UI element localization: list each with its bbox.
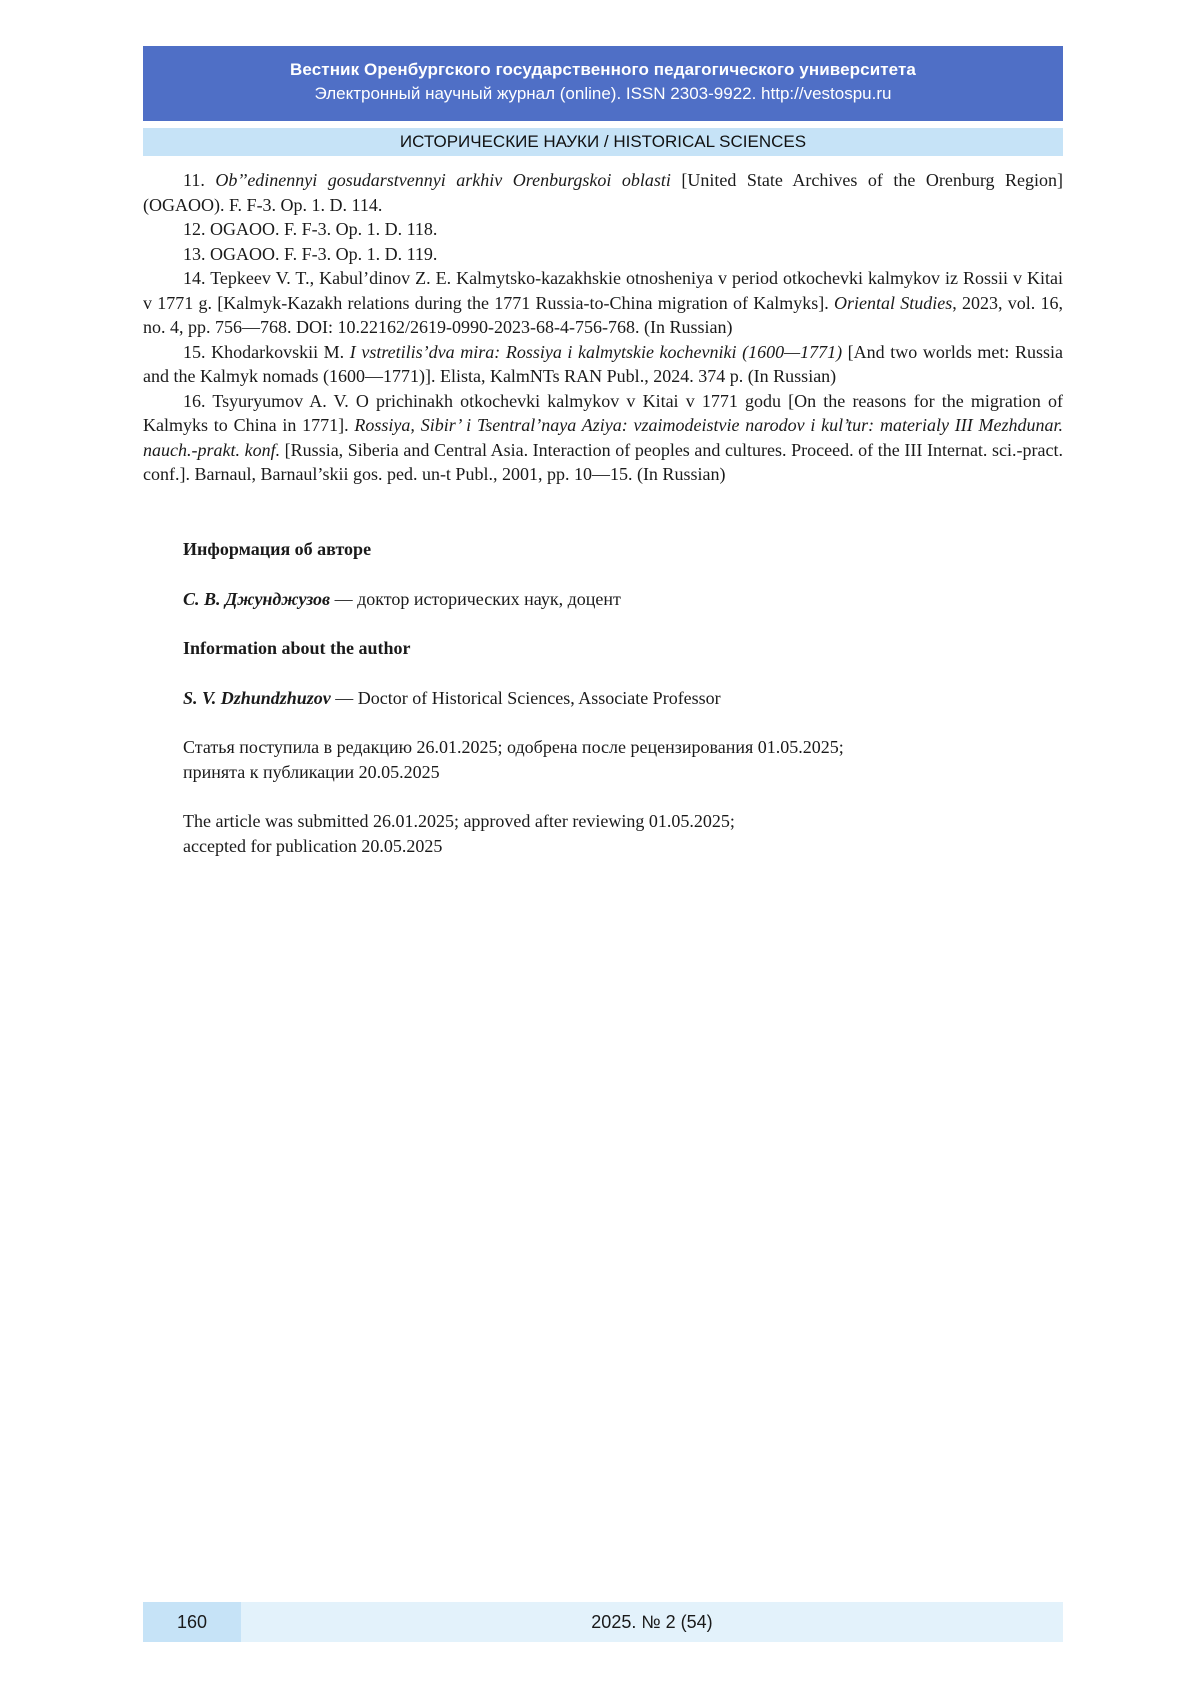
reference-number: 15. [183, 341, 212, 362]
dates-en-line2: accepted for publication 20.05.2025 [183, 835, 443, 856]
author-name-en: S. V. Dzhundzhuzov [183, 688, 331, 708]
reference-text: OGAOO. F. F-3. Op. 1. D. 119. [210, 243, 438, 264]
author-line-ru [183, 587, 1063, 612]
author-info-heading-ru: Информация об авторе [183, 539, 372, 559]
reference-italic: I vstretilis’dva mira: Rossiya i kalmytskie kochevniki (1600—1771) [349, 341, 843, 362]
article-dates-en [183, 809, 1063, 858]
dates-ru-line2: принята к публикации 20.05.2025 [183, 761, 440, 782]
reference-text: [United State Archives of the Orenburg Region] (OGAOO). F. F-3. Op. 1. D. 114. [143, 170, 1063, 215]
reference-text: [And two worlds met: Russia and the Kalmyk nomads (1600—1771)]. Elista, KalmNTs RAN Publ., 2024. 374 p. (In Russian) [143, 341, 1063, 386]
journal-header [143, 46, 1063, 121]
reference-number: 16. [183, 390, 213, 411]
reference-number: 13. [183, 243, 210, 264]
reference-number: 14. [183, 268, 211, 288]
reference-number: 12. [183, 219, 210, 239]
reference-text: Tsyuryumov A. V. O prichinakh otkochevki kalmykov v Kitai v 1771 godu [On the reasons for the migration of Kalmyks to China in 1771]. [143, 390, 1063, 435]
reference-text: , 2023, vol. 16, no. 4, pp. 756—768. DOI: 10.22162/2619-0990-2023-68-4-756-768. (In Russian) [143, 292, 1063, 337]
author-line-en [183, 686, 1063, 711]
reference-text: Tepkeev V. T., Kabul’dinov Z. E. Kalmytsko-kazakhskie otnosheniya v period otkochevki kalmykov iz Rossii v Kitai v 1771 g. [Kalmyk-Kazakh relations during the 1771 Russia-to-China migration of Kalmyks]. [143, 268, 1063, 313]
reference-item [143, 389, 1063, 487]
author-info-heading-en: Information about the author [183, 638, 411, 658]
issue-number: 2025. № 2 (54) [241, 1602, 1063, 1642]
reference-item [143, 168, 1063, 217]
dates-en-line1: The article was submitted 26.01.2025; approved after reviewing 01.05.2025; [183, 811, 735, 831]
reference-item [143, 217, 1063, 242]
reference-item [143, 266, 1063, 340]
author-desc-en: — Doctor of Historical Sciences, Associate Professor [330, 688, 721, 708]
reference-italic: Rossiya, Sibir’ i Tsentral’naya Aziya: vzaimodeistvie narodov i kul’tur: materialy III Mezhdunar. nauch.-prakt. konf. [143, 415, 1063, 460]
reference-item [143, 340, 1063, 389]
article-dates-ru [183, 735, 1063, 784]
author-desc-ru: — доктор исторических наук, доцент [330, 589, 621, 609]
reference-item [143, 242, 1063, 267]
reference-text: OGAOO. F. F-3. Op. 1. D. 118. [210, 219, 438, 239]
reference-number: 11. [183, 170, 216, 190]
section-title: ИСТОРИЧЕСКИЕ НАУКИ / HISTORICAL SCIENCES [143, 128, 1063, 156]
author-name-ru: С. В. Джунджузов [183, 589, 331, 609]
reference-text: Khodarkovskii M. [211, 341, 350, 362]
journal-title: Вестник Оренбургского государственного педагогического университета [290, 60, 916, 79]
dates-ru-line1: Статья поступила в редакцию 26.01.2025; одобрена после рецензирования 01.05.2025; [183, 737, 844, 757]
references-list [143, 168, 1063, 487]
journal-subtitle: Электронный научный журнал (online). ISSN 2303-9922. http://vestospu.ru [314, 84, 892, 103]
reference-text: [Russia, Siberia and Central Asia. Interaction of peoples and cultures. Proceed. of the III Internat. sci.-pract. conf.]. Barnaul, Barnaul’skii gos. ped. un-t Publ., 2001, pp. 10—15. (In Russian) [143, 439, 1064, 484]
reference-italic: Oriental Studies [833, 292, 953, 313]
page-number: 160 [143, 1602, 241, 1642]
reference-italic: Ob’’edinennyi gosudarstvennyi arkhiv Orenburgskoi oblasti [215, 170, 671, 190]
